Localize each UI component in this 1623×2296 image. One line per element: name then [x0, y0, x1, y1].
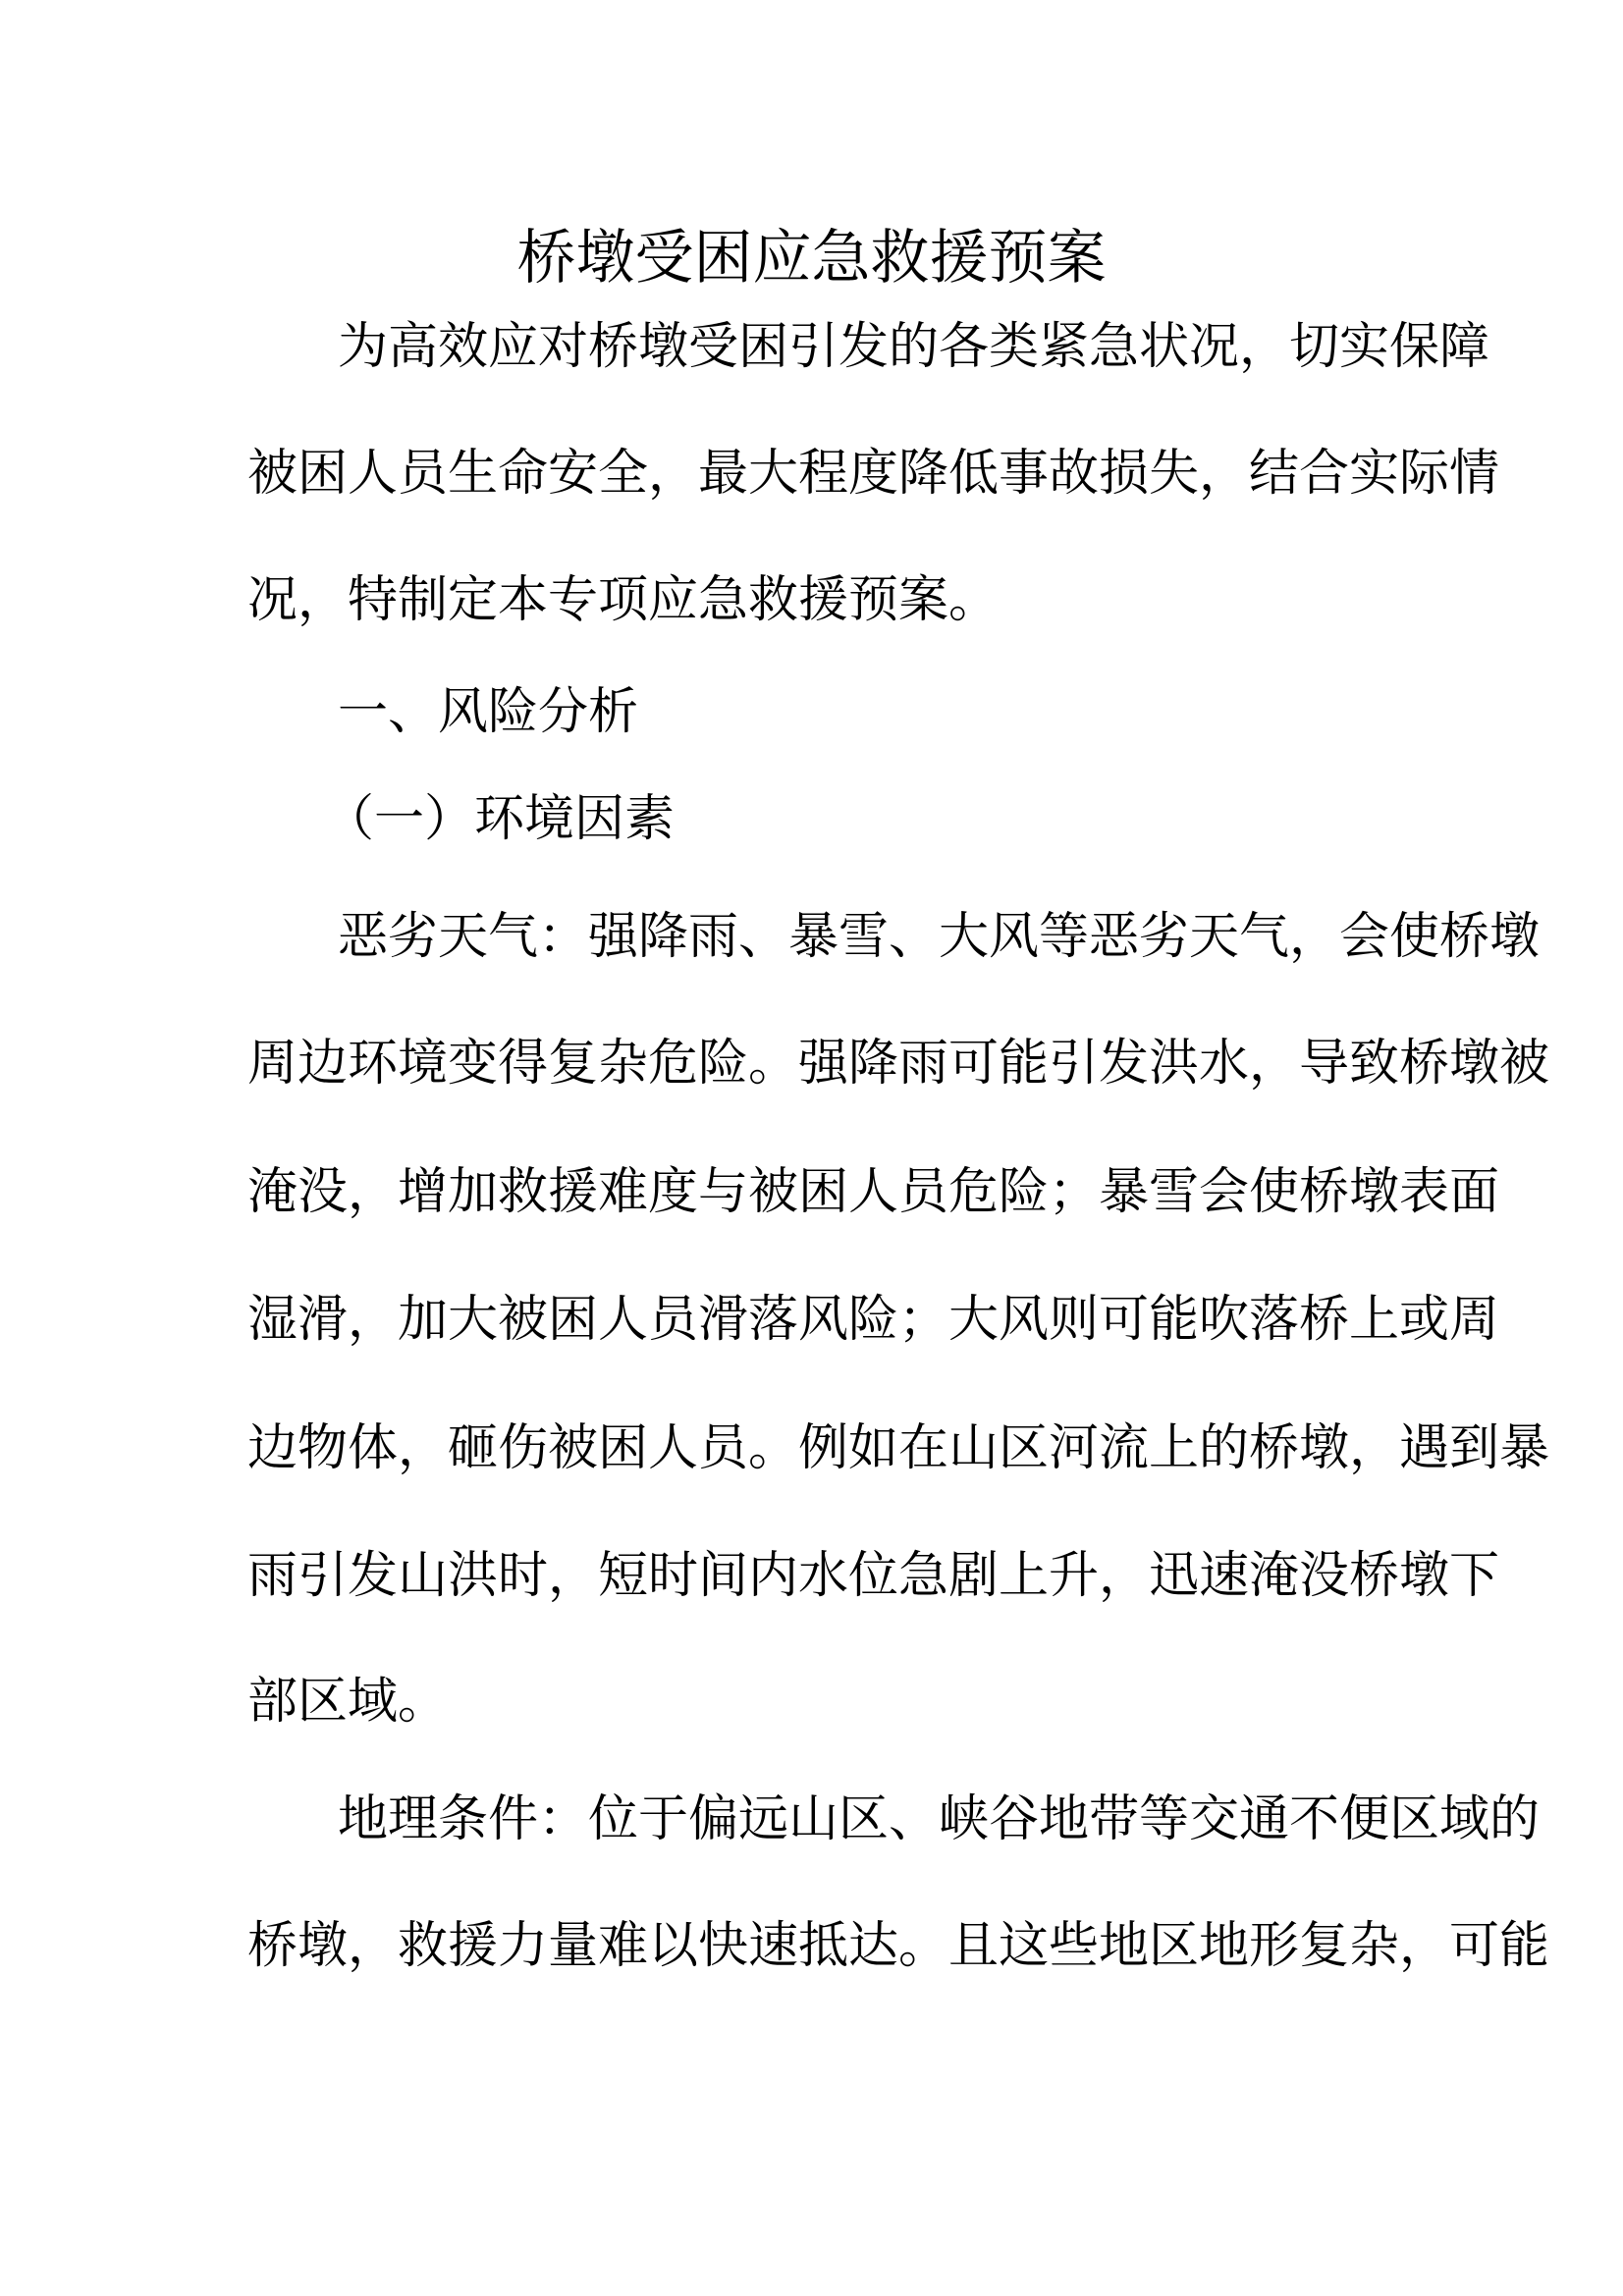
- paragraph-line: 桥墩，救援力量难以快速抵达。且这些地区地形复杂，可能: [247, 1917, 1550, 1975]
- intro-line: 被困人员生命安全，最大程度降低事故损失，结合实际情: [247, 445, 1500, 503]
- paragraph-line: 雨引发山洪时，短时间内水位急剧上升，迅速淹没桥墩下: [247, 1547, 1500, 1605]
- paragraph-line: 恶劣天气：强降雨、暴雪、大风等恶劣天气，会使桥墩: [338, 908, 1541, 966]
- paragraph-line: 边物体，砸伤被困人员。例如在山区河流上的桥墩，遇到暴: [247, 1419, 1550, 1477]
- paragraph-line: 湿滑，加大被困人员滑落风险；大风则可能吹落桥上或周: [247, 1291, 1500, 1349]
- paragraph-line: 淹没，增加救援难度与被困人员危险；暴雪会使桥墩表面: [247, 1163, 1500, 1221]
- section-heading: 一、风险分析: [338, 683, 639, 741]
- intro-line: 为高效应对桥墩受困引发的各类紧急状况，切实保障: [338, 318, 1490, 376]
- subsection-heading: （一）环境因素: [324, 790, 676, 848]
- intro-line: 况，特制定本专项应急救援预案。: [247, 571, 1000, 629]
- paragraph-line: 周边环境变得复杂危险。强降雨可能引发洪水，导致桥墩被: [247, 1035, 1550, 1093]
- paragraph-line: 地理条件：位于偏远山区、峡谷地带等交通不便区域的: [338, 1790, 1541, 1848]
- paragraph-line: 部区域。: [247, 1673, 449, 1731]
- document-title: 桥墩受困应急救援预案: [516, 224, 1107, 293]
